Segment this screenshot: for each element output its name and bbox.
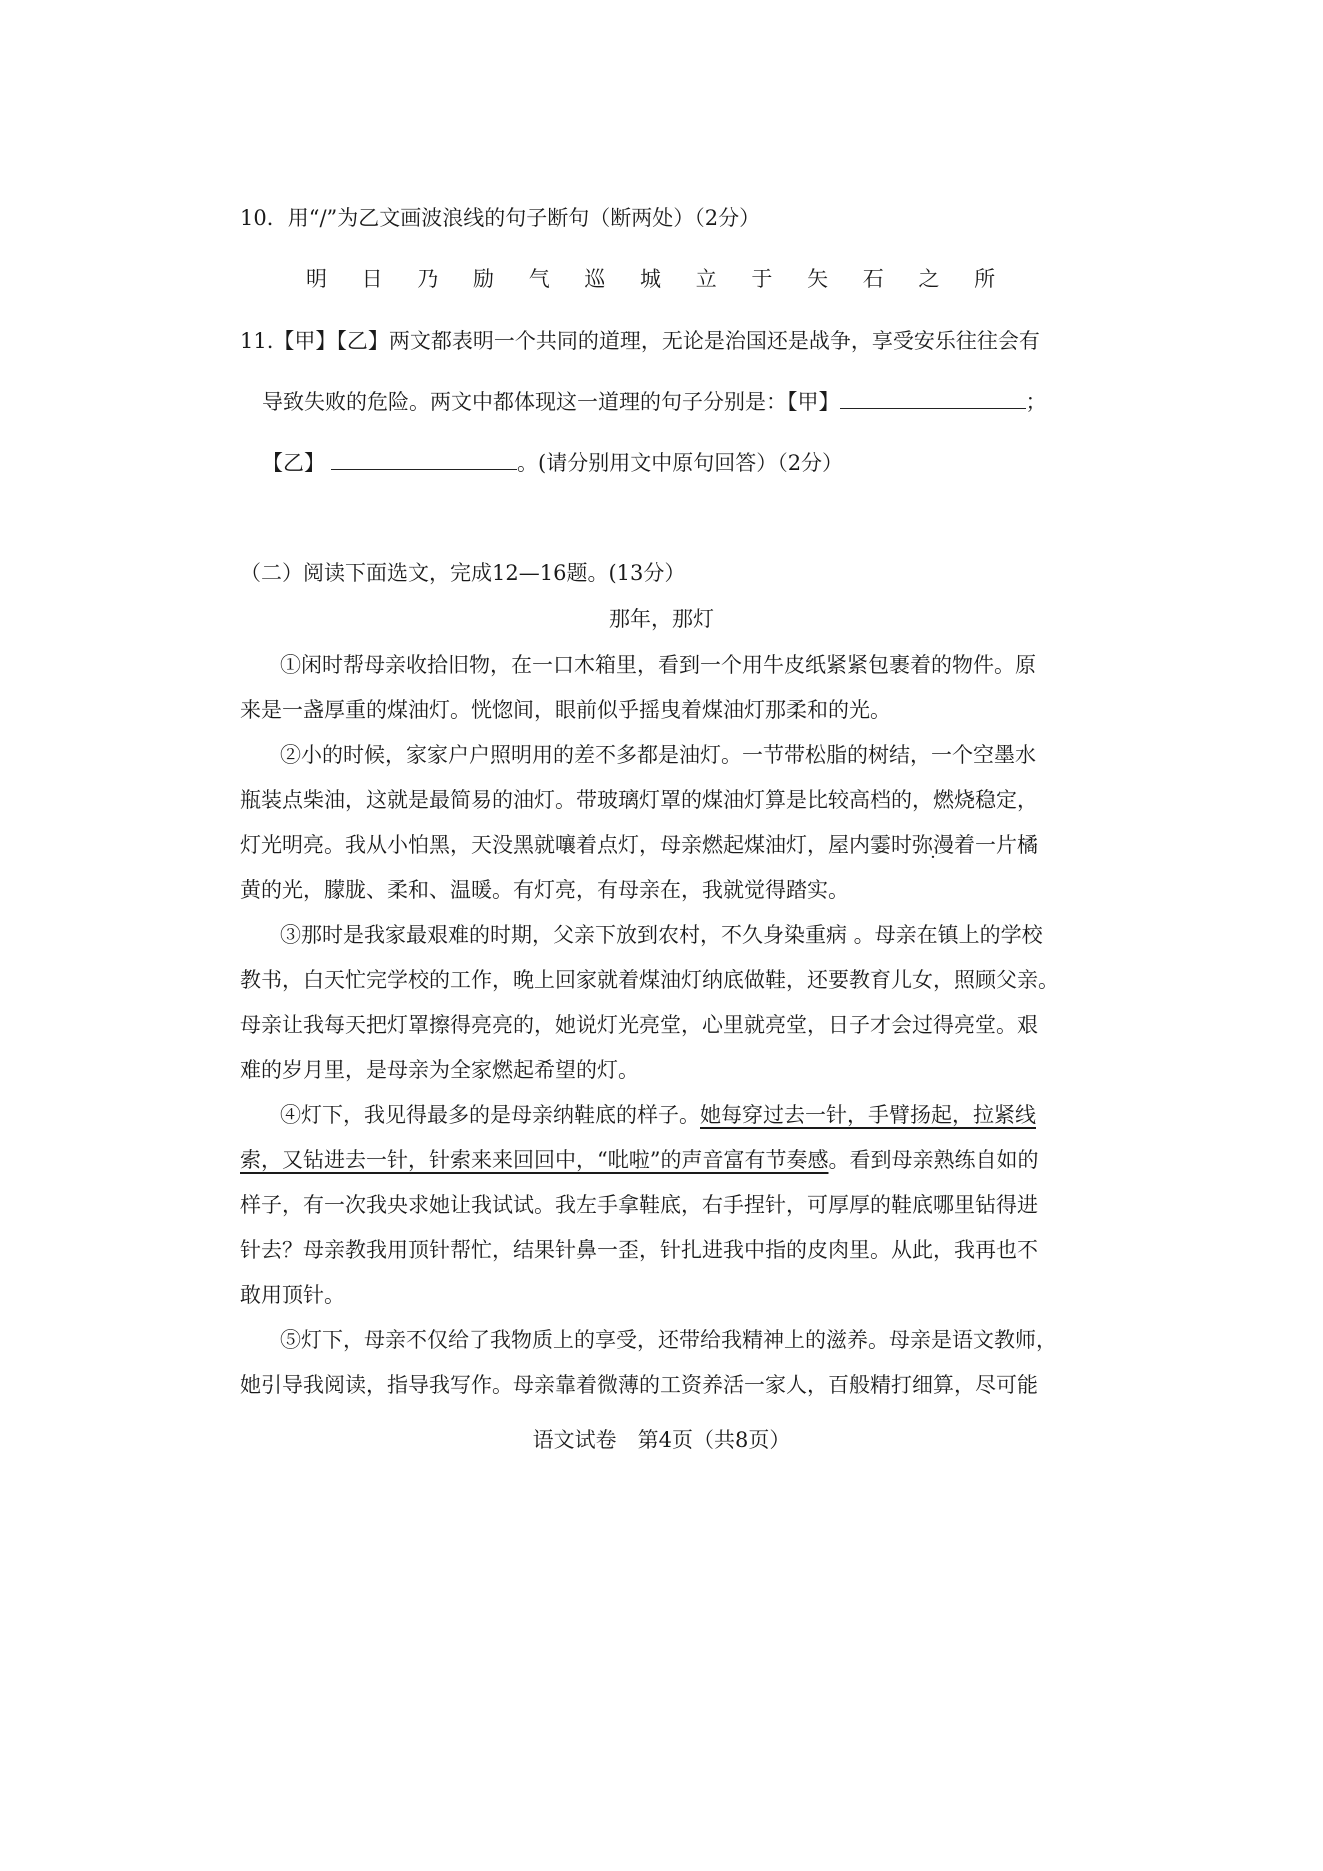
section-2-heading: （二）阅读下面选文，完成12—16题。(13分） — [240, 561, 686, 585]
paragraph-3-line-1: ③那时是我家最艰难的时期，父亲下放到农村，不久身染重病 。母亲在镇上的学校 — [280, 923, 1043, 947]
answer-blank-jia[interactable] — [840, 388, 1026, 409]
question-11-line-3 — [262, 448, 843, 478]
question-11-line-3-text: 。(请分别用文中原句回答）（2分） — [517, 451, 844, 475]
paragraph-2-line-4: 黄的光，朦胧、柔和、温暖。有灯亮，有母亲在，我就觉得踏实。 — [240, 878, 849, 902]
paragraph-2-line-3 — [240, 830, 1038, 860]
question-11-line-2-end: ； — [1025, 390, 1047, 414]
question-10: 10．用“/”为乙文画波浪线的句子断句（断两处）（2分） — [240, 206, 761, 230]
paragraph-2-line-3-end: 着一片橘 — [954, 833, 1038, 857]
question-11-line-3-label: 【乙】 — [262, 451, 325, 475]
paragraph-3-line-2: 教书，白天忙完学校的工作，晚上回家就着煤油灯纳底做鞋，还要教育儿女，照顾父亲。 — [240, 968, 1059, 992]
paragraph-2-line-2: 瓶装点柴油，这就是最简易的油灯。带玻璃灯罩的煤油灯算是比较高档的，燃烧稳定， — [240, 788, 1038, 812]
question-11-line-1: 11.【甲】【乙】两文都表明一个共同的道理，无论是治国还是战争，享受安乐往往会有 — [240, 329, 1040, 353]
paragraph-4-line-4: 针去？母亲教我用顶针帮忙，结果针鼻一歪，针扎进我中指的皮肉里。从此，我再也不 — [240, 1238, 1038, 1262]
paragraph-4-line-5: 敢用顶针。 — [240, 1283, 345, 1307]
paragraph-4-line-3: 样子，有一次我央求她让我试试。我左手拿鞋底，右手捏针，可厚厚的鞋底哪里钻得进 — [240, 1193, 1038, 1217]
dotted-word: 弥漫 — [912, 833, 954, 857]
question-10-sentence: 明 日 乃 励 气 巡 城 立 于 矢 石 之 所 — [306, 267, 1010, 291]
paragraph-2-line-1: ②小的时候，家家户户照明用的差不多都是油灯。一节带松脂的树结，一个空墨水 — [280, 743, 1036, 767]
question-11-line-2-text: 导致失败的危险。两文中都体现这一道理的句子分别是：【甲】 — [262, 390, 840, 414]
answer-blank-yi[interactable] — [331, 449, 517, 470]
question-11-line-2 — [262, 387, 1047, 417]
underlined-sentence-part-1: 她每穿过去一针，手臂扬起，拉紧线 — [700, 1103, 1036, 1127]
paragraph-1-line-1: ①闲时帮母亲收拾旧物，在一口木箱里，看到一个用牛皮纸紧紧包裹着的物件。原 — [280, 653, 1036, 677]
paragraph-3-line-3: 母亲让我每天把灯罩擦得亮亮的，她说灯光亮堂，心里就亮堂，日子才会过得亮堂。艰 — [240, 1013, 1038, 1037]
paragraph-4-line-2-end: 。看到母亲熟练自如的 — [828, 1148, 1039, 1172]
page-footer: 语文试卷 第4页（共8页） — [532, 1428, 791, 1452]
paragraph-4-line-1 — [280, 1100, 1036, 1130]
paragraph-2-line-3-text: 灯光明亮。我从小怕黑，天没黑就嚷着点灯，母亲燃起煤油灯，屋内霎时 — [240, 833, 912, 857]
paragraph-3-line-4: 难的岁月里，是母亲为全家燃起希望的灯。 — [240, 1058, 639, 1082]
paragraph-4-line-2 — [240, 1145, 1038, 1175]
paragraph-1-line-2: 来是一盏厚重的煤油灯。恍惚间，眼前似乎摇曳着煤油灯那柔和的光。 — [240, 698, 891, 722]
underlined-sentence-part-2: 索，又钻进去一针，针索来来回回中，“吡啦”的声音富有节奏感 — [240, 1148, 829, 1172]
passage-title: 那年，那灯 — [609, 607, 714, 631]
paragraph-5-line-2: 她引导我阅读，指导我写作。母亲靠着微薄的工资养活一家人，百般精打细算，尽可能 — [240, 1373, 1038, 1397]
paragraph-4-line-1-text: ④灯下，我见得最多的是母亲纳鞋底的样子。 — [280, 1103, 700, 1127]
paragraph-5-line-1: ⑤灯下，母亲不仅给了我物质上的享受，还带给我精神上的滋养。母亲是语文教师， — [280, 1328, 1057, 1352]
